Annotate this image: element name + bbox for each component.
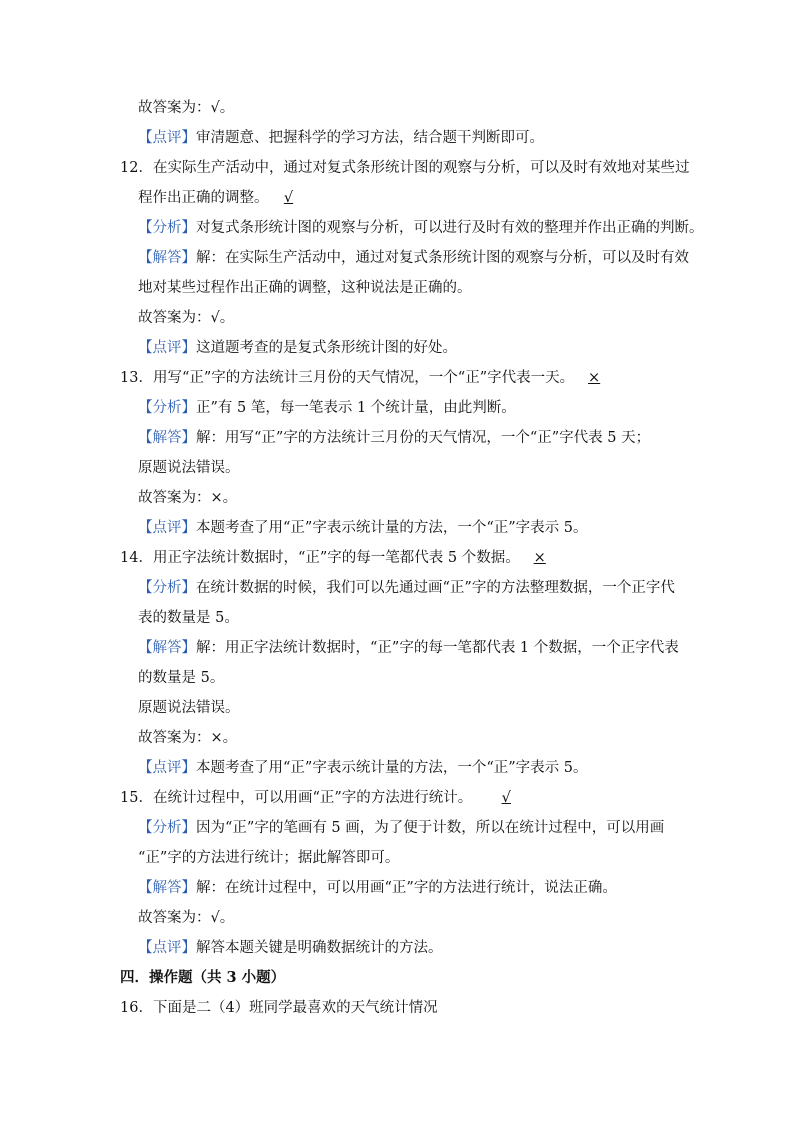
solution-continued: 地对某些过程作出正确的调整，这种说法是正确的。 [138,280,472,296]
comment-line: 【点评】本题考查了用“正”字表示统计量的方法，一个“正”字表示 5。 [138,760,588,776]
solution-tag: 【解答】 [138,430,196,446]
answer-blank: √ [283,190,294,206]
answer-line: 故答案为：√。 [138,100,235,116]
analysis-tag: 【分析】 [138,400,196,416]
solution-tag: 【解答】 [138,880,196,896]
comment-tag: 【点评】 [138,340,196,356]
answer-blank: × [588,370,601,386]
solution-line: 【解答】解：在实际生产活动中，通过对复式条形统计图的观察与分析，可以及时有效 [138,250,689,266]
comment-tag: 【点评】 [138,520,196,536]
comment-line: 【点评】这道题考查的是复式条形统计图的好处。 [138,340,457,356]
solution-line: 【解答】解：在统计过程中，可以用画“正”字的方法进行统计，说法正确。 [138,880,617,896]
comment-line: 【点评】解答本题关键是明确数据统计的方法。 [138,940,443,956]
solution-line: 【解答】解：用正字法统计数据时，“正”字的每一笔都代表 1 个数据，一个正字代表 [138,640,679,656]
question-12: 12．在实际生产活动中，通过对复式条形统计图的观察与分析，可以及时有效地对某些过 [120,160,690,176]
analysis-line: 【分析】因为“正”字的笔画有 5 画，为了便于计数，所以在统计过程中，可以用画 [138,820,665,836]
solution-continued: 的数量是 5。 [138,670,225,686]
section-heading: 四．操作题（共 3 小题） [120,969,286,986]
question-number: 12． [120,160,153,176]
comment-line: 【点评】本题考查了用“正”字表示统计量的方法，一个“正”字表示 5。 [138,520,588,536]
answer-line: 故答案为：×。 [138,730,238,746]
comment-line: 【点评】审清题意、把握科学的学习方法，结合题干判断即可。 [138,130,544,146]
solution-line: 【解答】解：用写“正”字的方法统计三月份的天气情况，一个“正”字代表 5 天； [138,430,651,446]
comment-tag: 【点评】 [138,940,196,956]
question-13: 13．用写“正”字的方法统计三月份的天气情况，一个“正”字代表一天。 × [120,368,614,388]
analysis-line: 【分析】在统计数据的时候，我们可以先通过画“正”字的方法整理数据，一个正字代 [138,580,675,596]
question-16: 16．下面是二（4）班同学最喜欢的天气统计情况 [120,1000,438,1016]
question-15: 15．在统计过程中，可以用画“正”字的方法进行统计。 √ [120,788,526,808]
analysis-line: 【分析】正”有 5 笔，每一笔表示 1 个统计量，由此判断。 [138,400,516,416]
question-number: 14． [120,550,153,566]
analysis-continued: “正”字的方法进行统计；据此解答即可。 [138,850,400,866]
solution-tag: 【解答】 [138,250,196,266]
analysis-tag: 【分析】 [138,220,196,236]
comment-tag: 【点评】 [138,130,196,146]
answer-line: 故答案为：√。 [138,310,235,326]
question-number: 16． [120,1000,153,1016]
answer-line: 故答案为：×。 [138,490,238,506]
solution-tag: 【解答】 [138,640,196,656]
question-14: 14．用正字法统计数据时，“正”字的每一笔都代表 5 个数据。 × [120,548,560,568]
analysis-tag: 【分析】 [138,820,196,836]
question-12-continued: 程作出正确的调整。 √ [138,188,309,208]
question-number: 15． [120,790,153,806]
answer-line: 故答案为：√。 [138,910,235,926]
comment-tag: 【点评】 [138,760,196,776]
analysis-line: 【分析】对复式条形统计图的观察与分析，可以进行及时有效的整理并作出正确的判断。 [138,220,704,236]
solution-continued: 原题说法错误。 [138,700,240,716]
analysis-tag: 【分析】 [138,580,196,596]
solution-continued: 原题说法错误。 [138,460,240,476]
question-number: 13． [120,370,153,386]
answer-blank: × [533,550,546,566]
answer-blank: √ [501,790,511,806]
analysis-continued: 表的数量是 5。 [138,610,239,626]
